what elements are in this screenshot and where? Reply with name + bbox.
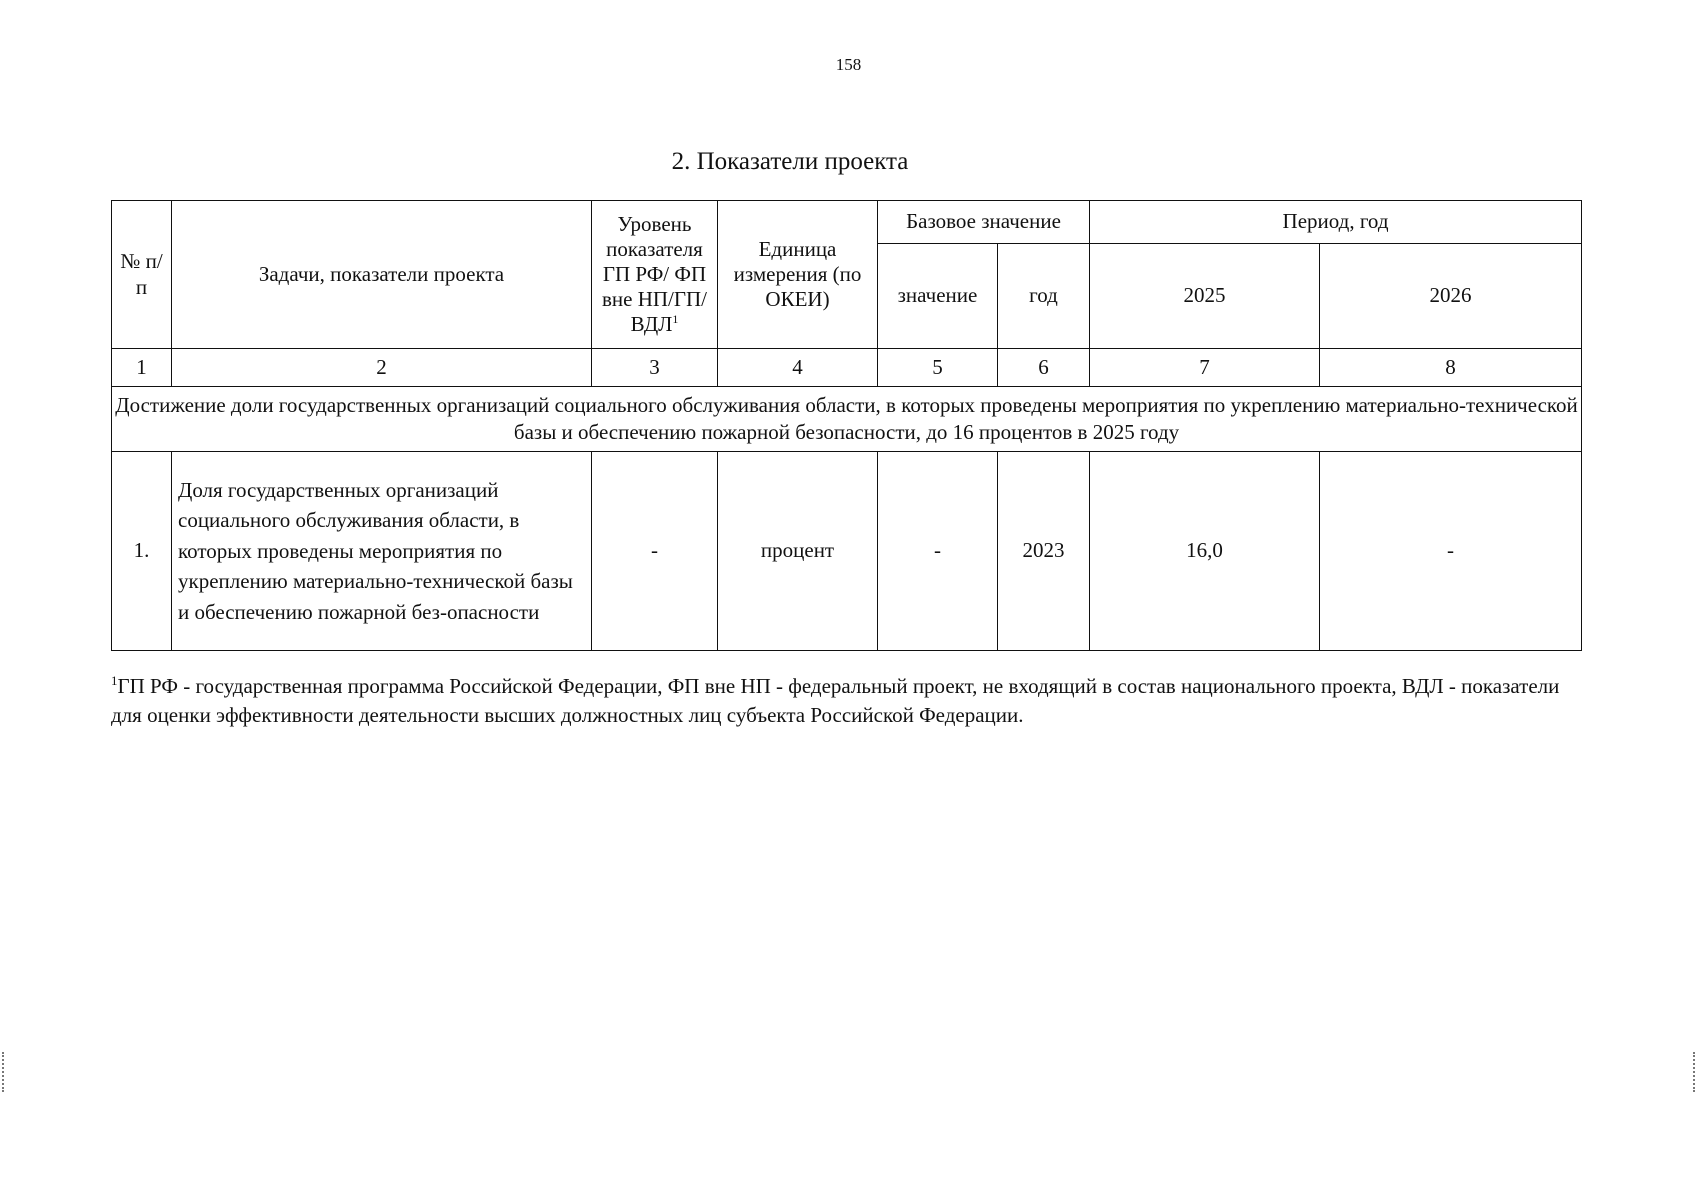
- header-unit-label: Единица измерения (по ОКЕИ): [733, 236, 862, 312]
- row-task: Доля государственных организаций социального обслуживания области, в которых проведены мероприятия по укреплению материально-технической базы и обеспечению пожарной без-опасности: [172, 452, 592, 651]
- task-group-title: Достижение доли государственных организаций социального обслуживания области, в которых проведены мероприятия по укреплению материально-технической базы и обеспечению пожарной безопасности, до 16 процентов в 2025 году: [112, 387, 1582, 452]
- header-task: [172, 201, 592, 349]
- column-number: 3: [592, 349, 718, 387]
- header-task-label: Задачи, показатели проекта: [258, 261, 505, 286]
- column-number: 2: [172, 349, 592, 387]
- header-year-2025: [1090, 244, 1320, 349]
- header-base-value: [878, 244, 998, 349]
- header-level-label: Уровень показателя ГП РФ/ ФП вне НП/ГП/ ВДЛ: [601, 211, 708, 337]
- footnote-text: ГП РФ - государственная программа Российской Федерации, ФП вне НП - федеральный проект, не входящий в состав национального проекта, ВДЛ - показатели для оценки эффективности деятельности высших должностных лиц субъекта Российской Федерации.: [111, 674, 1560, 728]
- header-year-2026: [1320, 244, 1582, 349]
- row-value-2025: 16,0: [1090, 452, 1320, 651]
- header-num-label: № п/п: [120, 249, 163, 299]
- footnote-mark: 1: [111, 673, 118, 688]
- row-value-2026: -: [1320, 452, 1582, 651]
- header-base-year-label: год: [1029, 283, 1058, 308]
- margin-mark-right: [1693, 1052, 1697, 1092]
- header-level: [592, 201, 718, 349]
- column-number: 1: [112, 349, 172, 387]
- header-year-2025-label: 2025: [1183, 283, 1226, 308]
- column-number: 4: [718, 349, 878, 387]
- header-period-group: [1090, 201, 1582, 244]
- header-base-group: [878, 201, 1090, 244]
- section-title: 2. Показатели проекта: [671, 148, 909, 175]
- column-number: 7: [1090, 349, 1320, 387]
- row-base-value: -: [878, 452, 998, 651]
- margin-mark-left: [2, 1052, 6, 1092]
- column-number-row: [112, 349, 1582, 387]
- footnote: [111, 672, 1591, 731]
- row-unit: процент: [718, 452, 878, 651]
- indicators-table: [111, 200, 1582, 651]
- header-base-value-label: значение: [897, 283, 978, 308]
- header-unit: [718, 201, 878, 349]
- row-level: -: [592, 452, 718, 651]
- header-level-footnote-mark: 1: [672, 312, 679, 327]
- header-row-1: [112, 201, 1582, 244]
- column-number: 6: [998, 349, 1090, 387]
- row-num: 1.: [112, 452, 172, 651]
- table-row: [112, 452, 1582, 651]
- header-period-group-label: Период, год: [1282, 209, 1389, 234]
- column-number: 5: [878, 349, 998, 387]
- header-base-year: [998, 244, 1090, 349]
- task-group-row: [112, 387, 1582, 452]
- header-num: [112, 201, 172, 349]
- header-year-2026-label: 2026: [1429, 283, 1472, 308]
- row-base-year: 2023: [998, 452, 1090, 651]
- header-base-group-label: Базовое значение: [906, 209, 1061, 234]
- page-number: 158: [835, 55, 862, 74]
- column-number: 8: [1320, 349, 1582, 387]
